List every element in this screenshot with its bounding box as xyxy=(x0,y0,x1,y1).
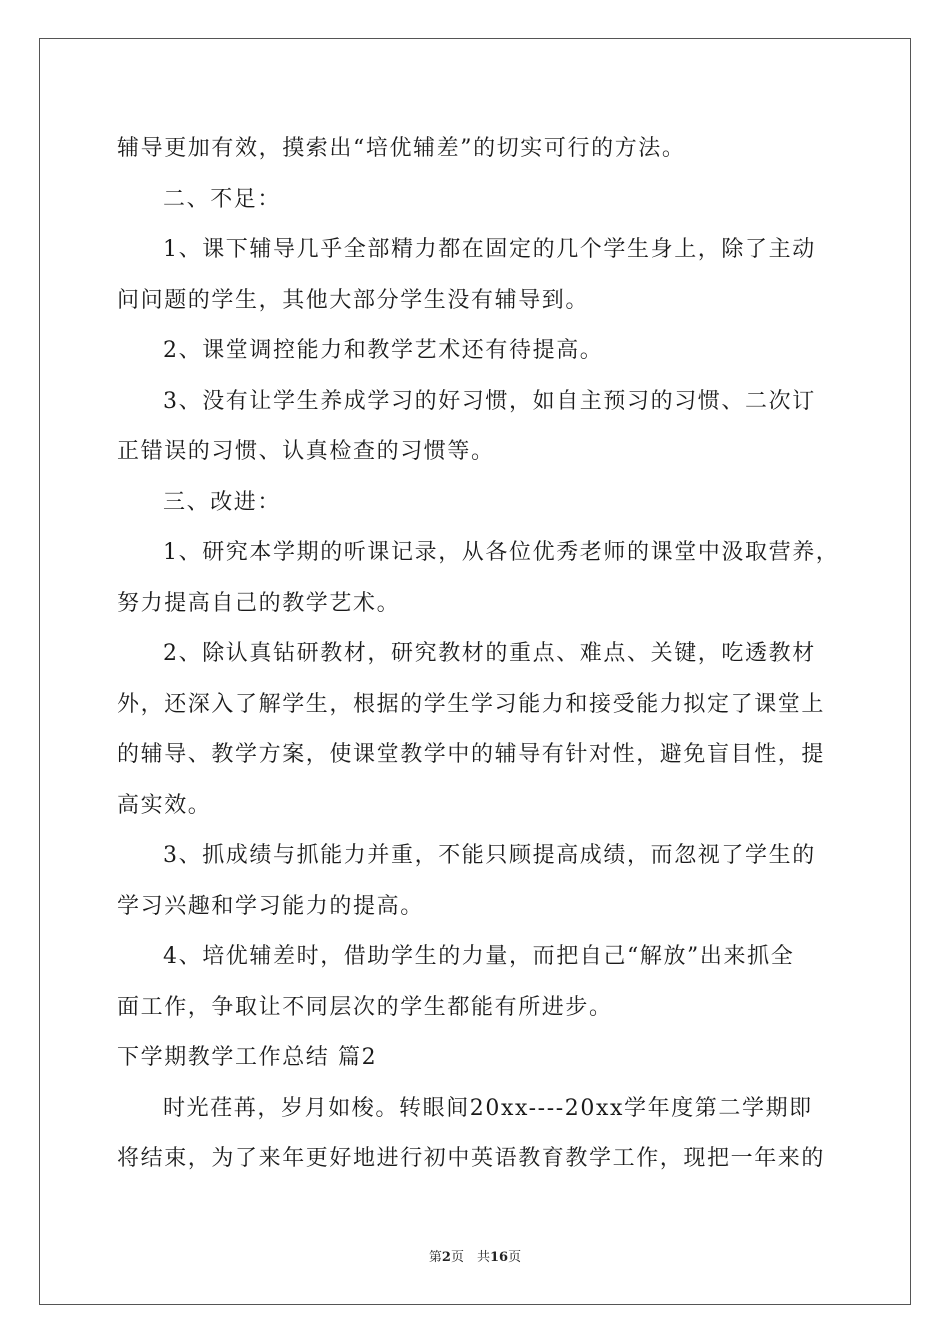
text-line: 学习兴趣和学习能力的提高。 xyxy=(117,893,424,919)
footer-prefix: 第 xyxy=(428,1250,442,1265)
document-body xyxy=(117,124,840,1185)
text-line: 时光荏苒，岁月如梭。转眼间20xx----20xx学年度第二学期即 xyxy=(163,1095,813,1121)
text-line: 3、没有让学生养成学习的好习惯，如自主预习的习惯、二次订 xyxy=(163,388,816,414)
text-line: 辅导更加有效，摸索出“培优辅差”的切实可行的方法。 xyxy=(117,136,686,161)
page-number: 2 xyxy=(441,1250,451,1265)
text-line: 3、抓成绩与抓能力并重，不能只顾提高成绩，而忽视了学生的 xyxy=(163,843,816,868)
footer-suffix: 页 xyxy=(508,1250,522,1265)
text-line: 外，还深入了解学生，根据的学生学习能力和接受能力拟定了课堂上 xyxy=(117,691,826,717)
text-line: 2、除认真钻研教材，研究教材的重点、难点、关键，吃透教材 xyxy=(163,641,816,666)
section-heading: 二、不足： xyxy=(163,186,282,212)
text-line: 努力提高自己的教学艺术。 xyxy=(117,590,401,616)
total-pages: 16 xyxy=(489,1250,509,1265)
text-line: 高实效。 xyxy=(117,792,212,818)
text-line: 4、培优辅差时，借助学生的力量，而把自己“解放”出来抓全 xyxy=(163,944,795,969)
text-line: 的辅导、教学方案，使课堂教学中的辅导有针对性，避免盲目性，提 xyxy=(117,742,826,767)
text-line: 正错误的习惯、认真检查的习惯等。 xyxy=(117,439,495,464)
article-title: 下学期教学工作总结 篇2 xyxy=(117,1045,378,1070)
text-line: 面工作，争取让不同层次的学生都能有所进步。 xyxy=(117,994,613,1020)
text-line: 问问题的学生，其他大部分学生没有辅导到。 xyxy=(117,287,590,313)
page-footer xyxy=(0,1246,950,1265)
section-heading: 三、改进： xyxy=(163,489,282,515)
text-line: 1、课下辅导几乎全部精力都在固定的几个学生身上，除了主动 xyxy=(163,237,816,262)
text-line: 1、研究本学期的听课记录，从各位优秀老师的课堂中汲取营养， xyxy=(163,540,840,565)
footer-mid: 页 共 xyxy=(450,1250,490,1265)
text-line: 2、课堂调控能力和教学艺术还有待提高。 xyxy=(163,338,604,363)
text-line: 将结束，为了来年更好地进行初中英语教育教学工作，现把一年来的 xyxy=(117,1146,826,1171)
